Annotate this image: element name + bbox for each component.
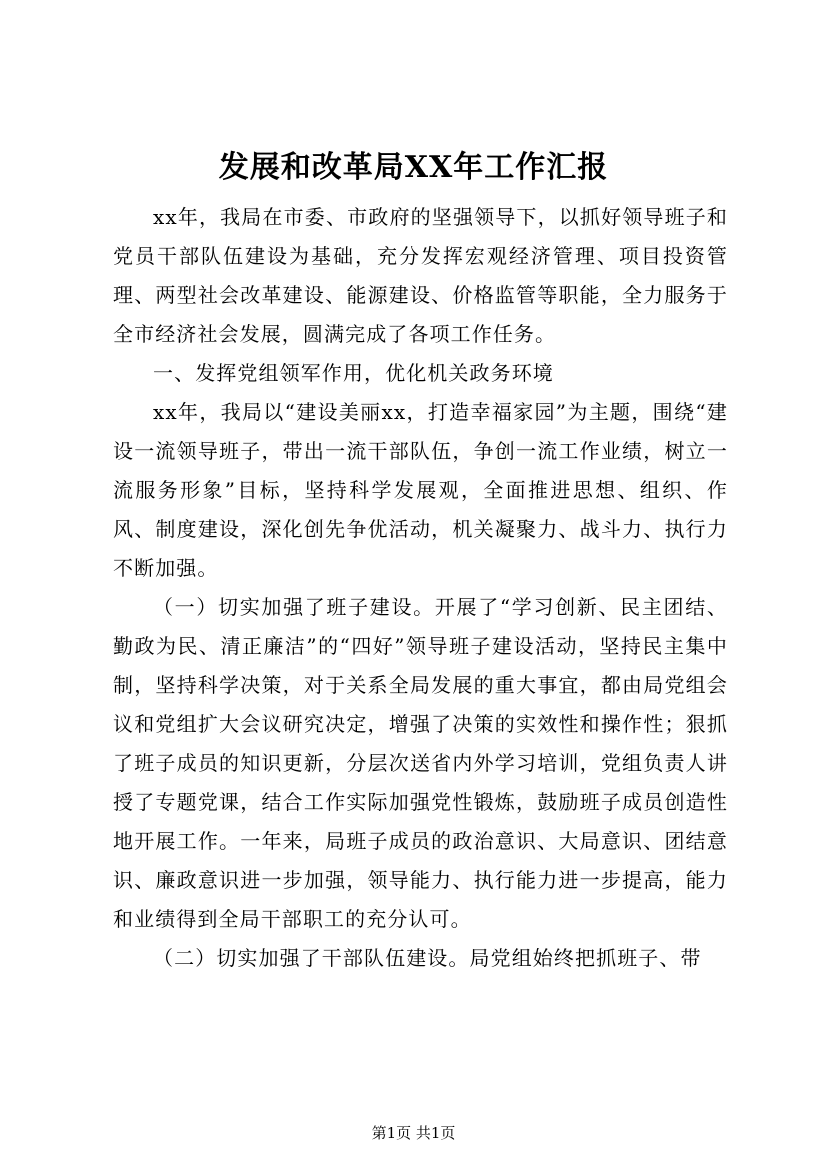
paragraph-intro: xx年，我局在市委、市政府的坚强领导下，以抓好领导班子和党员干部队伍建设为基础，充分发挥宏观经济管理、项目投资管理、两型社会改革建设、能源建设、价格监管等职能，全力服务于全市经济社会发展，圆满完成了各项工作任务。 [113,205,728,346]
paragraph-section-1: xx年，我局以“建设美丽xx，打造幸福家园”为主题，围绕“建设一流领导班子，带出一流干部队伍，争创一流工作业绩，树立一流服务形象”目标，坚持科学发展观，全面推进思想、组织、作风、制度建设，深化创先争优活动，机关凝聚力、战斗力、执行力不断加强。 [113,400,728,580]
page-footer: 第1页 共1页 [371,1124,456,1142]
paragraph-subsection-2: （二）切实加强了干部队伍建设。局党组始终把抓班子、带 [153,946,702,970]
document-body [113,198,728,978]
document-title: 发展和改革局XX年工作汇报 [218,150,609,185]
paragraph-subsection-1: （一）切实加强了班子建设。开展了“学习创新、民主团结、勤政为民、清正廉洁”的“四好”领导班子建设活动，坚持民主集中制，坚持科学决策，对于关系全局发展的重大事宜，都由局党组会议和党组扩大会议研究决定，增强了决策的实效性和操作性；狠抓了班子成员的知识更新，分层次送省内外学习培训，党组负责人讲授了专题党课，结合工作实际加强党性锻炼，鼓励班子成员创造性地开展工作。一年来，局班子成员的政治意识、大局意识、团结意识、廉政意识进一步加强，领导能力、执行能力进一步提高，能力和业绩得到全局干部职工的充分认可。 [113,595,728,931]
section-heading-1: 一、发挥党组领军作用，优化机关政务环境 [153,361,554,385]
